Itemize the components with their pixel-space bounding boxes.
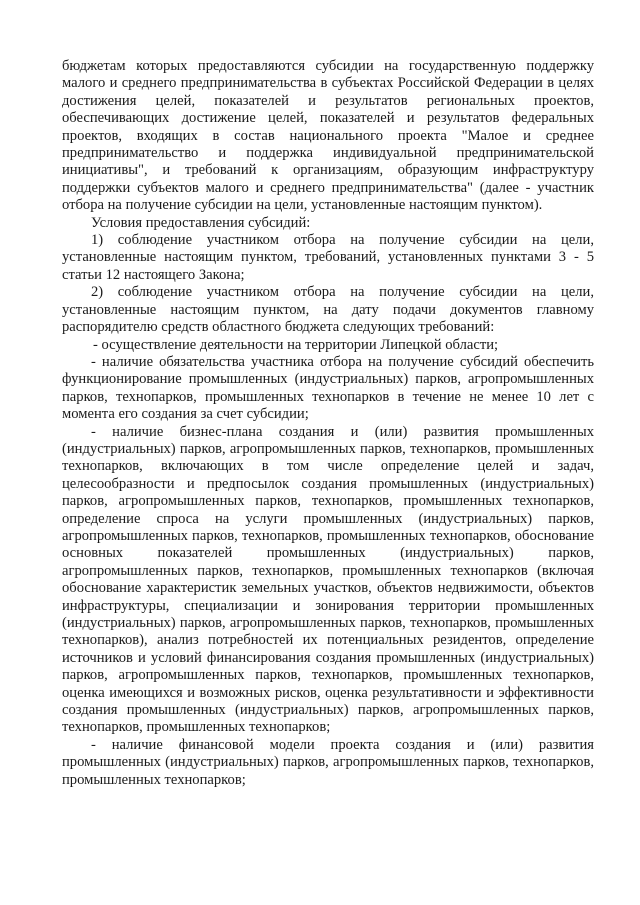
paragraph-continuation-subsidy-recipients: бюджетам которых предоставляются субсидии на государственную поддержку малого и среднего предпринимательства в субъектах Российской Федерации в целях достижения целей, показателей и результатов региональных проектов, обеспечивающих достижение целей, показателей и результатов федеральных проектов, входящих в состав национального проекта "Малое и среднее предпринимательство и поддержка индивидуальной предпринимательской инициативы", и требований к организациям, образующим инфраструктуру поддержки субъектов малого и среднего предпринимательства" (далее - участник отбора на получение субсидии на цели, установленные настоящим пунктом). bbox=[62, 58, 594, 214]
paragraph-conditions-heading: Условия предоставления субсидий: bbox=[91, 214, 311, 231]
list-item-business-plan: - наличие бизнес-плана создания и (или) развития промышленных (индустриальных) парков, агропромышленных парков, технопарков, промышленных технопарков, включающих в том числе определение целей и задач, целесообразности и предпосылок создания промышленных (индустриальных) парков, агропромышленных парков, технопарков, промышленных технопарков, определение спроса на услуги промышленных (индустриальных) парков, агропромышленных парков, технопарков, промышленных технопарков, обоснование основных показателей промышленных (индустриальных) парков, агропромышленных парков, технопарков, промышленных технопарков (включая обоснование характеристик земельных участков, объектов недвижимости, объектов инфраструктуры, специализации и зонирования территории промышленных (индустриальных) парков, агропромышленных парков, технопарков, промышленных технопарков), анализ потребностей их потенциальных резидентов, определение источников и условий финансирования создания промышленных (индустриальных) парков, агропромышленных парков, технопарков, промышленных технопарков, оценка имеющихся и возможных рисков, оценка результативности и эффективности создания промышленных (индустриальных) парков, агропромышленных парков, технопарков, промышленных технопарков; bbox=[62, 423, 594, 736]
list-item-operation-obligation: - наличие обязательства участника отбора на получение субсидий обеспечить функционирование промышленных (индустриальных) парков, агропромышленных парков, технопарков, промышленных технопарков в течение не менее 10 лет с момента его создания за счет субсидии; bbox=[62, 353, 594, 423]
list-item-lipetsk-territory: - осуществление деятельности на территории Липецкой области; bbox=[93, 336, 499, 353]
paragraph-condition-2: 2) соблюдение участником отбора на получение субсидии на цели, установленные настоящим пунктом, на дату подачи документов главному распорядителю средств областного бюджета следующих требований: bbox=[62, 284, 594, 336]
document-page bbox=[62, 58, 594, 789]
paragraph-condition-1: 1) соблюдение участником отбора на получение субсидии на цели, установленные настоящим пунктом, требований, установленных пунктами 3 - 5 статьи 12 настоящего Закона; bbox=[62, 232, 594, 283]
list-item-financial-model: - наличие финансовой модели проекта создания и (или) развития промышленных (индустриальных) парков, агропромышленных парков, технопарков, промышленных технопарков; bbox=[62, 736, 594, 788]
